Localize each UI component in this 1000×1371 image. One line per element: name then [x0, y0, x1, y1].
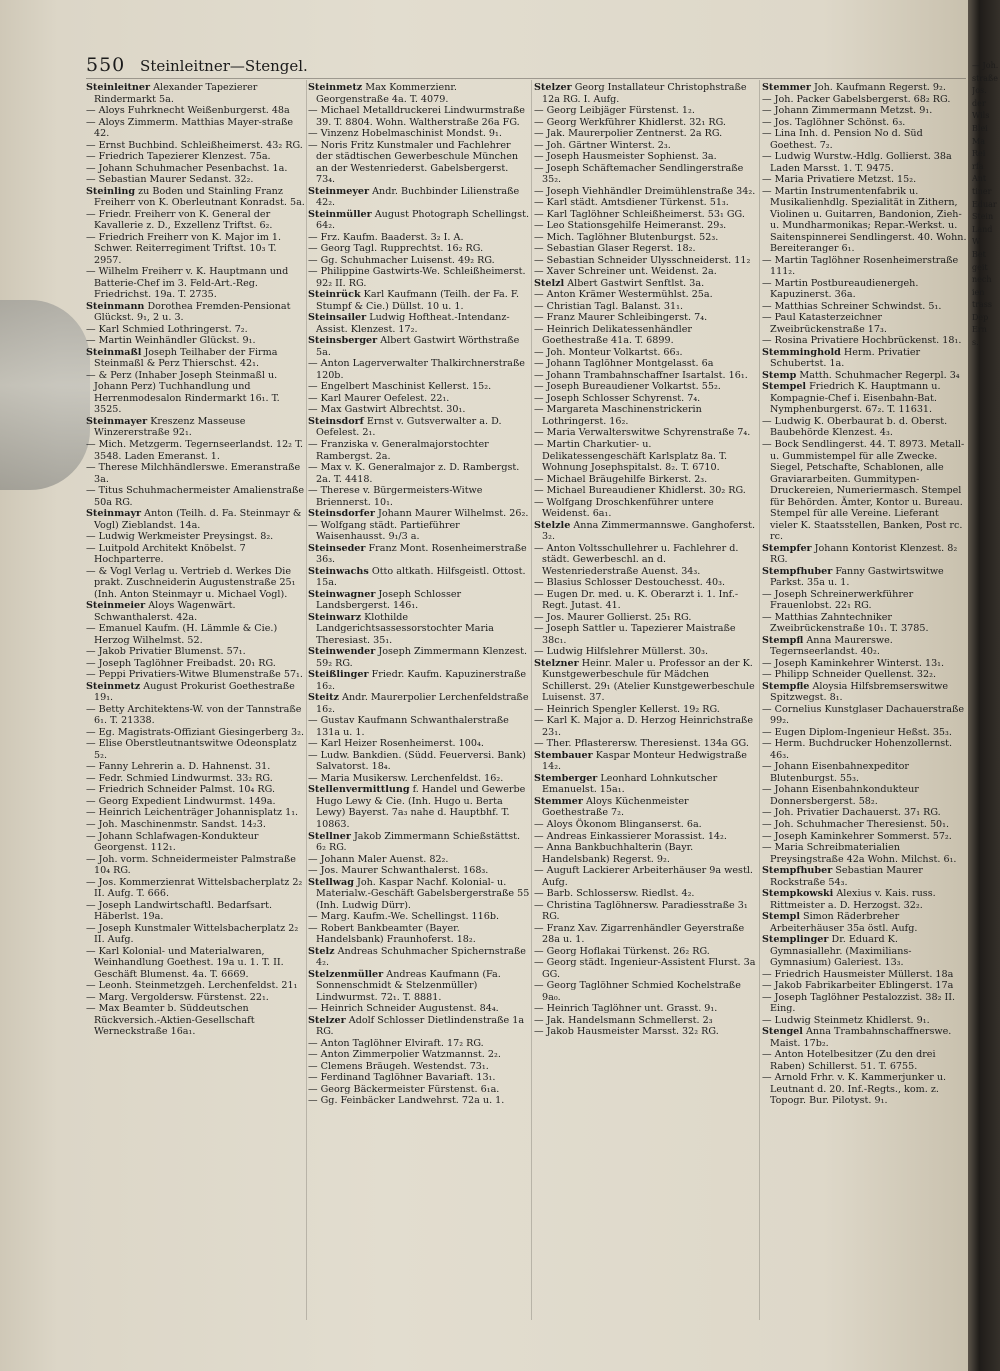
directory-entry: — Matthias Zahntechniker Zweibrückenstraße 10₁. T. 3785.: [762, 611, 929, 635]
directory-entry: Steinrück Karl Kaufmann (Teilh. der Fa. F. Stumpf & Cie.) Düllst. 10 u. 1.: [308, 289, 520, 312]
directory-entry: — Cornelius Kunstglaser Dachauerstraße 99₂.: [762, 703, 965, 727]
surname: Steinmaßl: [86, 346, 142, 358]
directory-entry: Steinsailer Ludwig Hoftheat.-Intendanz-Assist. Klenzest. 17₂.: [308, 312, 510, 335]
directory-entry: — Martin Charkutier- u. Delikatessengeschäft Karlsplatz 8a. T. Wohnung Josephspitalst. 8₂. T. 6710.: [534, 438, 728, 474]
directory-entry: — Joh. Schuhmacher Theresienst. 50₁.: [762, 819, 950, 830]
surname: Stellner: [308, 830, 351, 842]
facing-page-fragment: Rei: [972, 149, 986, 159]
page-number: 550: [86, 54, 126, 76]
directory-entry: — Joseph Schäftemacher Sendlingerstraße 35₂.: [534, 162, 744, 186]
directory-entry: — Philippine Gastwirts-We. Schleißheimerst. 92₂ II. RG.: [308, 266, 526, 289]
directory-entry: Steinsdorf Ernst v. Gutsverwalter a. D. Oefelest. 2₁.: [308, 415, 502, 439]
surname: Stemmer: [762, 82, 811, 93]
facing-page-fragment: straße: [972, 73, 998, 83]
directory-entry: — Friedrich Schneider Palmst. 10₄ RG.: [86, 784, 276, 796]
surname: Steinmetz: [308, 82, 363, 93]
directory-entry: — Fanny Lehrerin a. D. Hahnenst. 31.: [86, 761, 271, 773]
surname: Stelz: [308, 945, 335, 957]
directory-entry: — Karl Taglöhner Schleißheimerst. 53₁ GG.: [534, 208, 745, 220]
directory-entry: — Johann Eisenbahnkondukteur Donnersbergerst. 58₂.: [762, 784, 919, 807]
facing-page-fragment: Dep: [972, 312, 989, 322]
directory-entry: — Mich. Metzgerm. Tegernseerlandst. 12₂ T. 3548. Laden Emeranst. 1.: [86, 438, 304, 462]
binder-clip: [0, 300, 90, 490]
facing-page-fragment: Eduar: [972, 199, 997, 209]
directory-entry: — Titus Schuhmachermeister Amalienstraße 50a RG.: [86, 485, 305, 508]
directory-entry: — Michael Bureaudiener Khidlerst. 30₂ RG.: [534, 485, 746, 497]
directory-entry: — Noris Fritz Kunstmaler und Fachlehrer der städtischen Gewerbeschule München an der Westenriederst. Gabelsbergerst. 73₄.: [308, 139, 519, 186]
surname: Steinling: [86, 185, 136, 197]
directory-entry: Steinmeier Aloys Wagenwärt. Schwanthalerst. 42a.: [86, 600, 236, 623]
directory-entry: — Martin Weinhändler Glückst. 9₁.: [86, 335, 256, 347]
directory-entry: — Ludwig Wurstw.-Hdlg. Gollierst. 38a Laden Marsst. 1. T. 9475.: [762, 151, 952, 174]
surname: Stelzenmüller: [308, 968, 384, 980]
surname: Stelzl: [534, 277, 565, 289]
directory-entry: — Heinrich Spengler Kellerst. 19₂ RG.: [534, 703, 720, 715]
surname: Stellwag: [308, 876, 354, 888]
directory-entry: — Marg. Vergoldersw. Fürstenst. 22₁.: [86, 991, 269, 1003]
directory-entry: — Clemens Bräugeh. Westendst. 73₁.: [308, 1060, 489, 1072]
directory-entry: — Max v. K. Generalmajor z. D. Rambergst. 2a. T. 4418.: [308, 462, 520, 485]
directory-entry: — Ludw. Bankdien. (Südd. Feuerversi. Bank) Salvatorst. 18₄.: [308, 749, 526, 773]
directory-entry: — Joseph Kunstmaler Wittelsbacherplatz 2₂ II. Aufg.: [86, 922, 299, 946]
surname: Stelzle: [534, 519, 571, 531]
directory-entry: Stemmer Aloys Küchenmeister Goethestraße 7₂.: [534, 795, 689, 819]
directory-entry: — Max Gastwirt Albrechtst. 30₁.: [308, 404, 466, 416]
directory-entry: — Franz Xav. Zigarrenhändler Geyerstraße 28a u. 1.: [534, 922, 745, 946]
directory-entry: — Anton Lagerverwalter Thalkirchnerstraße 120b.: [308, 358, 525, 381]
directory-entry: Steinmayr Anton (Teilh. d. Fa. Steinmayr & Vogl) Zieblandst. 14a.: [86, 508, 302, 531]
directory-entry: — Ther. Pflasterersw. Theresienst. 134a GG.: [534, 738, 749, 750]
directory-entry: — Georg Werkführer Khidlerst. 32₁ RG.: [534, 116, 726, 128]
directory-entry: — Michael Metalldruckerei Lindwurmstraße 39. T. 8804. Wohn. Waltherstraße 26a FG.: [308, 105, 525, 128]
directory-entry: Stemminghold Herm. Privatier Schubertst. 1a.: [762, 346, 921, 370]
directory-entry: — Jos. Maurer Schwanthalerst. 168₃.: [308, 865, 489, 877]
surname: Stelzer: [308, 1014, 346, 1026]
directory-entry: — Karl städt. Amtsdiener Türkenst. 51₃.: [534, 197, 729, 209]
directory-entry: Steinmaßl Joseph Teilhaber der Firma Steinmaßl & Perz Thierschst. 42₁.: [86, 346, 278, 370]
directory-column-4: [762, 82, 968, 1107]
surname: Stemplinger: [762, 934, 829, 946]
directory-column-2: [308, 82, 530, 1107]
directory-entry: — Friedrich Hausmeister Müllerst. 18a: [762, 968, 954, 980]
surname: Stempel: [762, 381, 807, 393]
directory-entry: — Karl Kolonial- und Materialwaren, Weinhandlung Goethest. 19a u. 1. T. II. Geschäft Blumenst. 4a. T. 6669.: [86, 945, 284, 980]
directory-entry: Stempel Friedrich K. Hauptmann u. Kompagnie-Chef i. Eisenbahn-Bat. Nymphenburgerst. 67₂. T. 11631.: [762, 381, 941, 416]
directory-entry: — Joseph Taglöhner Freibadst. 20₁ RG.: [86, 657, 276, 669]
directory-entry: — Karl Heizer Rosenheimerst. 100₄.: [308, 738, 484, 750]
directory-entry: — Sebastian Schneider Ulysschneiderst. 11₂: [534, 254, 751, 266]
surname: Steinwagner: [308, 588, 376, 600]
directory-entry: — Blasius Schlosser Destouchesst. 40₃.: [534, 577, 725, 589]
directory-entry: — Sebastian Glaser Regerst. 18₂.: [534, 243, 696, 255]
directory-entry: — Arnold Frhr. v. K. Kammerjunker u. Leutnant d. 20. Inf.-Regts., kom. z. Topogr. Bur. Pilotyst. 9₁.: [762, 1072, 947, 1107]
directory-entry: — Wolfgang städt. Partieführer Waisenhausst. 9₁/3 a.: [308, 519, 460, 543]
directory-entry: — Friedrich Freiherr von K. Major im 1. Schwer. Reiterregiment Triftst. 10₃ T. 2957.: [86, 231, 282, 266]
surname: Stempkowski: [762, 888, 834, 900]
directory-entry: — Ludwig Werkmeister Preysingst. 8₂.: [86, 531, 274, 543]
directory-entry: — Anton Zimmerpolier Watzmannst. 2₂.: [308, 1049, 501, 1061]
directory-entry: — Heinrich Schneider Augustenst. 84₄.: [308, 1003, 499, 1015]
directory-entry: — Jakob Privatier Blumenst. 57₁.: [86, 646, 246, 658]
directory-entry: — Anton Hotelbesitzer (Zu den drei Raben) Schillerst. 51. T. 6755.: [762, 1049, 936, 1072]
directory-entry: Stellner Jakob Zimmermann Schießstättst. 6₂ RG.: [308, 830, 521, 854]
directory-entry: — Philipp Schneider Quellenst. 32₂.: [762, 669, 937, 681]
directory-entry: — Joseph Hausmeister Sophienst. 3a.: [534, 151, 717, 163]
directory-entry: — Johann Taglöhner Montgelasst. 6a: [534, 358, 714, 370]
directory-entry: Steinseder Franz Mont. Rosenheimerstraße 36₃.: [308, 542, 527, 566]
directory-entry: — Engelbert Maschinist Kellerst. 15₂.: [308, 381, 492, 393]
directory-entry: Steinmeyer Andr. Buchbinder Lilienstraße 42₂.: [308, 185, 520, 209]
directory-entry: Stellwag Joh. Kaspar Nachf. Kolonial- u. Materialw.-Geschäft Gabelsbergerstraße 55 (Inh. Ludwig Dürr).: [308, 876, 530, 911]
surname: Stempl: [762, 911, 800, 923]
facing-page-fragment: Wils: [972, 111, 990, 121]
directory-entry: — Therese v. Bürgermeisters-Witwe Briennerst. 10₁.: [308, 485, 483, 508]
directory-entry: — Friedrich Tapezierer Klenzest. 75a.: [86, 151, 271, 163]
facing-page-fragment: nech: [972, 275, 992, 285]
directory-entry: Steinling zu Boden und Stainling Franz Freiherr von K. Oberleutnant Konradst. 5a.: [86, 185, 305, 209]
page-header: [86, 54, 308, 76]
directory-entry: — Herm. Buchdrucker Hohenzollernst. 46₃.: [762, 738, 953, 761]
directory-entry: — Martin Postbureaudienergeh. Kapuzinerst. 36a.: [762, 277, 919, 301]
directory-entry: — Frz. Kaufm. Baaderst. 3₂ I. A.: [308, 231, 464, 243]
directory-entry: — Georg städt. Ingenieur-Assistent Flurst. 3a GG.: [534, 957, 756, 980]
directory-entry: — Eg. Magistrats-Offiziant Giesingerberg 3₂.: [86, 726, 305, 738]
surname: Steißlinger: [308, 669, 369, 681]
directory-entry: — Joseph Taglöhner Pestalozzist. 38₂ II. Eing.: [762, 991, 956, 1015]
directory-entry: Stempfhuber Sebastian Maurer Rockstraße 54₃.: [762, 865, 923, 888]
directory-entry: Steinwachs Otto altkath. Hilfsgeistl. Ottost. 15a.: [308, 565, 526, 589]
directory-entry: Stempfl Anna Maurerswe. Tegernseerlandst. 40₂.: [762, 634, 893, 658]
directory-entry: — Franz Maurer Schleibingerst. 7₄.: [534, 312, 708, 324]
facing-page-fragment: Stein: [972, 212, 994, 222]
directory-entry: Stelzer Adolf Schlosser Dietlindenstraße 1a RG.: [308, 1014, 525, 1038]
directory-entry: — Franziska v. Generalmajorstochter Rambergst. 2a.: [308, 438, 489, 462]
directory-entry: — Luitpold Architekt Knöbelst. 7 Hochparterre.: [86, 542, 246, 566]
surname: Steinmeyer: [308, 185, 370, 197]
directory-entry: Steinmetz August Prokurist Goethestraße 19₁.: [86, 680, 295, 704]
facing-page-edge: [972, 60, 998, 1240]
directory-entry: — Maria Privatiere Metzst. 15₂.: [762, 174, 917, 186]
directory-column-1: [86, 82, 306, 1038]
facing-page-fragment: — Joh.: [972, 61, 998, 70]
directory-entry: Stempfle Aloysia Hilfsbremserswitwe Spitzwegst. 8₁.: [762, 680, 949, 704]
directory-entry: Stelzle Anna Zimmermannswe. Ganghoferst. 3₂.: [534, 519, 755, 543]
directory-entry: — Jakob Fabrikarbeiter Eblingerst. 17a: [762, 980, 954, 992]
surname: Steinrück: [308, 289, 361, 301]
directory-entry: Stempfhuber Fanny Gastwirtswitwe Parkst. 35a u. 1.: [762, 565, 944, 589]
directory-entry: — Michael Bräugehilfe Birkerst. 2₃.: [534, 473, 708, 485]
directory-entry: Steinleitner Alexander Tapezierer Rindermarkt 5a.: [86, 82, 258, 105]
directory-entry: — Joseph Landwirtschaftl. Bedarfsart. Häberlst. 19a.: [86, 899, 272, 923]
surname: Steinleitner: [86, 82, 151, 93]
surname: Steinmeier: [86, 600, 146, 612]
directory-entry: — Barb. Schlossersw. Riedlst. 4₂.: [534, 888, 695, 900]
directory-entry: — Emanuel Kaufm. (H. Lämmle & Cie.) Herzog Wilhelmst. 52.: [86, 623, 278, 646]
directory-entry: — Joseph Schlosser Schyrenst. 7₄.: [534, 392, 701, 404]
directory-entry: Stelzl Albert Gastwirt Senftlst. 3a.: [534, 277, 705, 289]
directory-entry: — Maria Verwalterswitwe Schyrenstraße 7₄.: [534, 427, 751, 439]
directory-entry: — Joh. Gärtner Winterst. 2₃.: [534, 139, 671, 151]
directory-entry: — Heinrich Delikatessenhändler Goethestraße 41a. T. 6899.: [534, 323, 693, 347]
directory-entry: — Friedr. Freiherr von K. General der Kavallerie z. D., Exzellenz Triftst. 6₂.: [86, 208, 273, 232]
directory-entry: — Bock Sendlingerst. 44. T. 8973. Metall- u. Gummistempel für alle Zwecke. Siegel, Petschafte, Schablonen, alle Graviararbeiten. Gummitypen-Druckereien, Numeriermasch. Stempel für Behörden. Ämter, Kontor u. Bureau. Stempel für alle Vereine. Lieferant vieler K. Staatsstellen, Banken, Post rc. rc.: [762, 438, 965, 543]
directory-entry: Steinwarz Klothilde Landgerichtsassessorstochter Maria Theresiast. 35₁.: [308, 611, 494, 646]
directory-entry: Stempl Simon Räderbreher Arbeiterhäuser 35a östl. Aufg.: [762, 911, 918, 934]
directory-entry: — Ludwig Hilfslehrer Müllerst. 30₃.: [534, 646, 708, 658]
surname: Stempfl: [762, 634, 804, 646]
directory-entry: — Ferdinand Taglöhner Bavariaft. 13₁.: [308, 1072, 496, 1084]
directory-entry: — Gustav Kaufmann Schwanthalerstraße 131a u. 1.: [308, 715, 509, 738]
directory-entry: Steinwagner Joseph Schlosser Landsbergerst. 146₁.: [308, 588, 462, 612]
directory-entry: — Joh. Maschinenmstr. Sandst. 14₂3.: [86, 819, 266, 830]
directory-entry: — Johann Schuhmacher Pesenbachst. 1a.: [86, 162, 288, 174]
surname: Steinwender: [308, 646, 376, 658]
directory-entry: — Ernst Buchbind. Schleißheimerst. 43₂ RG.: [86, 139, 303, 151]
facing-page-fragment: rfa: [972, 161, 984, 171]
directory-entry: — Vinzenz Hobelmaschinist Mondst. 9₁.: [308, 128, 502, 140]
directory-entry: — Georg Hoflakai Türkenst. 26₂ RG.: [534, 945, 710, 957]
directory-entry: Steitz Andr. Maurerpolier Lerchenfeldstraße 16₂.: [308, 692, 529, 715]
directory-entry: — & Vogl Verlag u. Vertrieb d. Werkes Die prakt. Zuschneiderin Augustenstraße 25₁ (Inh. Anton Steinmayr u. Michael Vogl).: [86, 565, 296, 600]
surname: Stemmer: [534, 795, 583, 807]
directory-entry: — Georg Bäckermeister Fürstenst. 6₁a.: [308, 1083, 500, 1095]
directory-entry: — Gg. Feinbäcker Landwehrst. 72a u. 1.: [308, 1095, 505, 1107]
surname: Steinmayr: [86, 508, 142, 520]
directory-entry: — Christian Tagl. Balanst. 31₁.: [534, 300, 684, 312]
surname: Steinwarz: [308, 611, 362, 623]
directory-entry: Stempkowski Alexius v. Kais. russ. Rittmeister a. D. Herzogst. 32₂.: [762, 888, 936, 911]
directory-entry: Steinsdorfer Johann Maurer Wilhelmst. 26₂.: [308, 508, 529, 520]
directory-entry: — Sebastian Maurer Sedanst. 32₂.: [86, 174, 254, 186]
surname: Steinwachs: [308, 565, 369, 577]
directory-entry: Stemmer Joh. Kaufmann Regerst. 9₂.: [762, 82, 946, 93]
directory-entry: — Anna Bankbuchhalterin (Bayr. Handelsbank) Regerst. 9₂.: [534, 842, 694, 865]
directory-entry: — Wilhelm Freiherr v. K. Hauptmann und Batterie-Chef im 3. Feld-Art.-Reg. Friedrichst. 19a. T. 2735.: [86, 266, 289, 301]
directory-entry: — Johann Zimmermann Metzst. 9₁.: [762, 105, 933, 117]
header-rule: [86, 78, 966, 79]
surname: Stemp: [762, 369, 797, 381]
directory-entry: — Maria Musikersw. Lerchenfeldst. 16₂.: [308, 772, 504, 784]
surname: Stempfer: [762, 542, 812, 554]
directory-entry: — Jos. Kommerzienrat Wittelsbacherplatz 2₂ II. Aufg. T. 666.: [86, 876, 303, 900]
column-rule: [759, 80, 760, 1320]
surname: Steinseder: [308, 542, 366, 554]
directory-entry: — Max Beamter b. Süddeutschen Rückversich.-Aktien-Gesellschaft Werneckstraße 16a₁.: [86, 1003, 255, 1038]
directory-entry: Steinwender Joseph Zimmermann Klenzest. 59₂ RG.: [308, 646, 528, 669]
directory-entry: — Peppi Privatiers-Witwe Blumenstraße 57₁.: [86, 669, 303, 681]
surname: Stempfhuber: [762, 865, 833, 877]
column-rule: [531, 80, 532, 1320]
directory-entry: — Andreas Einkassierer Morassist. 14₂.: [534, 830, 727, 842]
directory-entry: — Anton Krämer Westermühlst. 25a.: [534, 289, 713, 301]
directory-entry: — Robert Bankbeamter (Bayer. Handelsbank) Fraunhoferst. 18₂.: [308, 922, 476, 946]
directory-entry: — Paul Katasterzeichner Zweibrückenstraße 17₃.: [762, 312, 887, 335]
directory-entry: — Leo Stationsgehilfe Heimeranst. 29₃.: [534, 220, 727, 232]
directory-entry: — Joh. Packer Gabelsbergerst. 68₂ RG.: [762, 93, 951, 105]
directory-entry: — Georg Tagl. Rupprechtst. 16₂ RG.: [308, 243, 484, 255]
facing-page-fragment: Blei: [972, 123, 988, 133]
surname: Steinsberger: [308, 335, 378, 347]
directory-entry: — Joh. Privatier Dachauerst. 37₁ RG.: [762, 807, 941, 819]
directory-entry: Stelzenmüller Andreas Kaufmann (Fa. Sonnenschmidt & Stelzenmüller) Lindwurmst. 72₁. T. 8881.: [308, 968, 501, 1003]
directory-entry: — Gg. Schuhmacher Luisenst. 49₂ RG.: [308, 254, 495, 266]
directory-entry: — Ludwig K. Oberbaurat b. d. Oberst. Baubehörde Klenzest. 4₃.: [762, 415, 948, 439]
directory-entry: — Eugen Diplom-Ingenieur Heßst. 35₃.: [762, 726, 952, 738]
directory-entry: — Joseph Bureaudiener Volkartst. 55₂.: [534, 381, 721, 393]
directory-entry: Stemberger Leonhard Lohnkutscher Emanuelst. 15a₁.: [534, 772, 718, 796]
directory-entry: — Joseph Kaminkehrer Winterst. 13₁.: [762, 657, 945, 669]
directory-entry: — Joseph Viehhändler Dreimühlenstraße 34₂.: [534, 185, 756, 197]
facing-page-fragment: s.: [972, 338, 979, 348]
facing-page-fragment: trass: [972, 300, 993, 310]
running-head: Steinleitner—Stengel.: [140, 57, 308, 75]
directory-entry: Steinmayer Kreszenz Masseuse Winzererstraße 92₁.: [86, 415, 246, 439]
facing-page-fragment: Ma: [972, 136, 985, 146]
facing-page-fragment: geit: [972, 262, 988, 272]
directory-entry: — Ludwig Steinmetz Khidlerst. 9₁.: [762, 1014, 930, 1026]
directory-entry: — Wolfgang Droschkenführer untere Weidenst. 6a₁.: [534, 496, 714, 520]
directory-entry: — Margareta Maschinenstrickerin Lothringerst. 16₂.: [534, 404, 702, 427]
directory-entry: — Xaver Schreiner unt. Weidenst. 2a.: [534, 266, 717, 278]
directory-entry: Stempfer Johann Kontorist Klenzest. 8₂ RG.: [762, 542, 958, 566]
directory-entry: Steinmetz Max Kommerzienr. Georgenstraße 4a. T. 4079.: [308, 82, 457, 105]
surname: Stemminghold: [762, 346, 841, 358]
directory-entry: Stelz Andreas Schuhmacher Spichernstraße 4₂.: [308, 945, 526, 969]
directory-entry: — Jak. Maurerpolier Zentnerst. 2a RG.: [534, 128, 723, 140]
directory-entry: — Therese Milchhändlerswe. Emeranstraße 3a.: [86, 462, 301, 485]
facing-page-fragment: tiner: [972, 186, 992, 196]
surname: Steinsdorfer: [308, 508, 375, 520]
directory-entry: Steißlinger Friedr. Kaufm. Kapuzinerstraße 16₂.: [308, 669, 527, 692]
directory-entry: — Auguft Lackierer Arbeiterhäuser 9a westl. Aufg.: [534, 865, 753, 888]
surname: Steinsdorf: [308, 415, 364, 427]
directory-entry: — Johann Maler Auenst. 82₂.: [308, 853, 449, 865]
directory-entry: Steinmann Dorothea Fremden-Pensionat Glückst. 9₁, 2 u. 3.: [86, 300, 291, 324]
directory-entry: — Anton Voltsschullehrer u. Fachlehrer d. städt. Gewerbeschl. an d. Westenriederstraße Auenst. 34₃.: [534, 542, 739, 577]
directory-entry: — Elise Oberstleutnantswitwe Odeonsplatz 5₂.: [86, 738, 297, 761]
facing-page-fragment: Bet: [972, 249, 986, 259]
surname: Stengel: [762, 1026, 803, 1038]
directory-entry: — Joseph Sattler u. Tapezierer Maistraße 38c₁.: [534, 623, 736, 646]
directory-entry: — Rosina Privatiere Hochbrückenst. 18₁.: [762, 335, 962, 347]
surname: Steinmayer: [86, 415, 148, 427]
directory-entry: — Georg Leibjäger Fürstenst. 1₂.: [534, 105, 695, 117]
directory-entry: Stengel Anna Trambahnschaffnerswe. Maist. 17b₂.: [762, 1026, 952, 1049]
directory-entry: Stemplinger Dr. Eduard K. Gymnasiallehr. (Maximilians-Gymnasium) Galeriest. 13₃.: [762, 934, 912, 969]
directory-entry: — Karl Schmied Lothringerst. 7₂.: [86, 323, 248, 335]
directory-entry: — Fedr. Schmied Lindwurmst. 33₂ RG.: [86, 772, 273, 784]
directory-entry: — Jak. Handelsmann Schmellerst. 2₃: [534, 1014, 713, 1026]
directory-entry: — Betty Architektens-W. von der Tannstraße 6₁. T. 21338.: [86, 703, 302, 727]
directory-entry: — Aloys Fuhrknecht Weißenburgerst. 48a: [86, 105, 290, 117]
facing-page-fragment: ien: [972, 287, 985, 297]
directory-entry: — Joseph Schreinerwerkführer Frauenlobst. 22₁ RG.: [762, 588, 914, 612]
facing-page-fragment: Ern: [972, 325, 987, 335]
facing-page-fragment: W: [972, 237, 981, 247]
directory-entry: — Georg Expedient Lindwurmst. 149a.: [86, 795, 276, 807]
directory-entry: — Jos. Taglöhner Schönst. 6₃.: [762, 116, 906, 128]
facing-page-fragment: Jos.: [972, 86, 987, 96]
facing-page-fragment: Ant: [972, 174, 987, 184]
directory-entry: — Johann Eisenbahnexpeditor Blutenburgst. 55₃.: [762, 761, 909, 784]
directory-entry: — Heinrich Leichenträger Johannisplatz 1₁.: [86, 807, 299, 819]
directory-entry: — Christina Taglöhnersw. Paradiesstraße 3₁ RG.: [534, 899, 748, 923]
directory-entry: — Johann Schlafwagen-Kondukteur Georgenst. 112₁.: [86, 830, 259, 854]
surname: Stembauer: [534, 749, 593, 761]
directory-entry: — Martin Taglöhner Rosenheimerstraße 111₂.: [762, 254, 959, 278]
directory-entry: — Marg. Kaufm.-We. Schellingst. 116b.: [308, 911, 500, 923]
directory-entry: — Maria Schreibmaterialien Preysingstraße 42a Wohn. Milchst. 6₁.: [762, 842, 957, 865]
surname: Stemberger: [534, 772, 598, 784]
directory-entry: — Joseph Kaminkehrer Sommerst. 57₂.: [762, 830, 952, 842]
surname: Steinsailer: [308, 312, 367, 324]
directory-entry: — Aloys Zimmerm. Matthias Mayer-straße 42.: [86, 116, 294, 140]
directory-entry: Steinmüller August Photograph Schellingst. 64₂.: [308, 208, 529, 232]
surname: Steinmann: [86, 300, 145, 312]
surname: Stelzer: [534, 82, 572, 93]
directory-entry: — Aloys Ökonom Blinganserst. 6a.: [534, 819, 702, 830]
directory-entry: — Leonh. Steinmetzgeh. Lerchenfeldst. 21₁: [86, 980, 298, 992]
directory-column-3: [534, 82, 756, 1038]
directory-entry: — Karl Maurer Oefelest. 22₁.: [308, 392, 450, 404]
directory-entry: — Jakob Hausmeister Marsst. 32₂ RG.: [534, 1026, 719, 1038]
directory-entry: — Lina Inh. d. Pension No d. Süd Goethest. 7₂.: [762, 128, 923, 151]
directory-entry: — Mich. Taglöhner Blutenburgst. 52₃.: [534, 231, 719, 243]
directory-entry: — Matthias Schreiner Schwindst. 5₁.: [762, 300, 942, 312]
directory-entry: Stellenvermittlung f. Handel und Gewerbe Hugo Lewy & Cie. (Inh. Hugo u. Berta Lewy) Bayerst. 7a₃ nahe d. Hauptbhf. T. 10863.: [308, 784, 526, 830]
directory-entry: — Joh. vorm. Schneidermeister Palmstraße 10₄ RG.: [86, 853, 296, 877]
surname: Steitz: [308, 692, 339, 704]
directory-entry: — Jos. Maurer Gollierst. 25₁ RG.: [534, 611, 692, 623]
facing-page-fragment: der: [972, 98, 986, 108]
directory-entry: — Martin Instrumentenfabrik u. Musikalienhdlg. Spezialität in Zithern, Violinen u. Guitarren, Bandonion, Zieh- u. Mundharmonikas; Repar.-Werkst. u. Saitenspinnerei Sendlingerst. 40. Wohn. Bereiteranger 6₁.: [762, 185, 967, 255]
directory-entry: Steinsberger Albert Gastwirt Wörthstraße 5a.: [308, 335, 520, 358]
directory-entry: Stelzer Georg Installateur Christophstraße 12a RG. I. Aufg.: [534, 82, 747, 105]
facing-page-fragment: Land: [972, 224, 993, 234]
surname: Stempfhuber: [762, 565, 833, 577]
directory-entry: Stelzner Heinr. Maler u. Professor an der K. Kunstgewerbeschule für Mädchen Schillerst. 29₁ (Atelier Kunstgewerbeschule Luisenst. 37.: [534, 657, 755, 704]
directory-entry: — Heinrich Taglöhner unt. Grasst. 9₁.: [534, 1003, 718, 1015]
surname: Stelzner: [534, 657, 579, 669]
directory-entry: — Anton Taglöhner Elviraft. 17₂ RG.: [308, 1037, 484, 1049]
directory-entry: — Eugen Dr. med. u. K. Oberarzt i. 1. Inf.-Regt. Jutast. 41.: [534, 588, 739, 612]
directory-entry: Stembauer Kaspar Monteur Hedwigstraße 14₂.: [534, 749, 747, 773]
directory-entry: — Joh. Monteur Volkartst. 66₃.: [534, 346, 683, 358]
surname: Steinmüller: [308, 208, 372, 220]
surname: Stempfle: [762, 680, 810, 692]
directory-entry: Stemp Matth. Schuhmacher Regerpl. 3₄: [762, 369, 960, 381]
directory-entry: — Johann Trambahnschaffner Isartalst. 16₁.: [534, 369, 748, 381]
directory-entry: — & Perz (Inhaber Joseph Steinmaßl u. Johann Perz) Tuchhandlung und Herrenmodesalon Rindermarkt 16₁. T. 3525.: [86, 369, 280, 416]
directory-entry: — Karl K. Major a. D. Herzog Heinrichstraße 23₁.: [534, 715, 754, 738]
surname: Stellenvermittlung: [308, 784, 410, 796]
directory-entry: — Georg Taglöhner Schmied Kochelstraße 9a₀.: [534, 980, 741, 1003]
column-rule: [306, 80, 307, 1320]
surname: Steinmetz: [86, 680, 141, 692]
